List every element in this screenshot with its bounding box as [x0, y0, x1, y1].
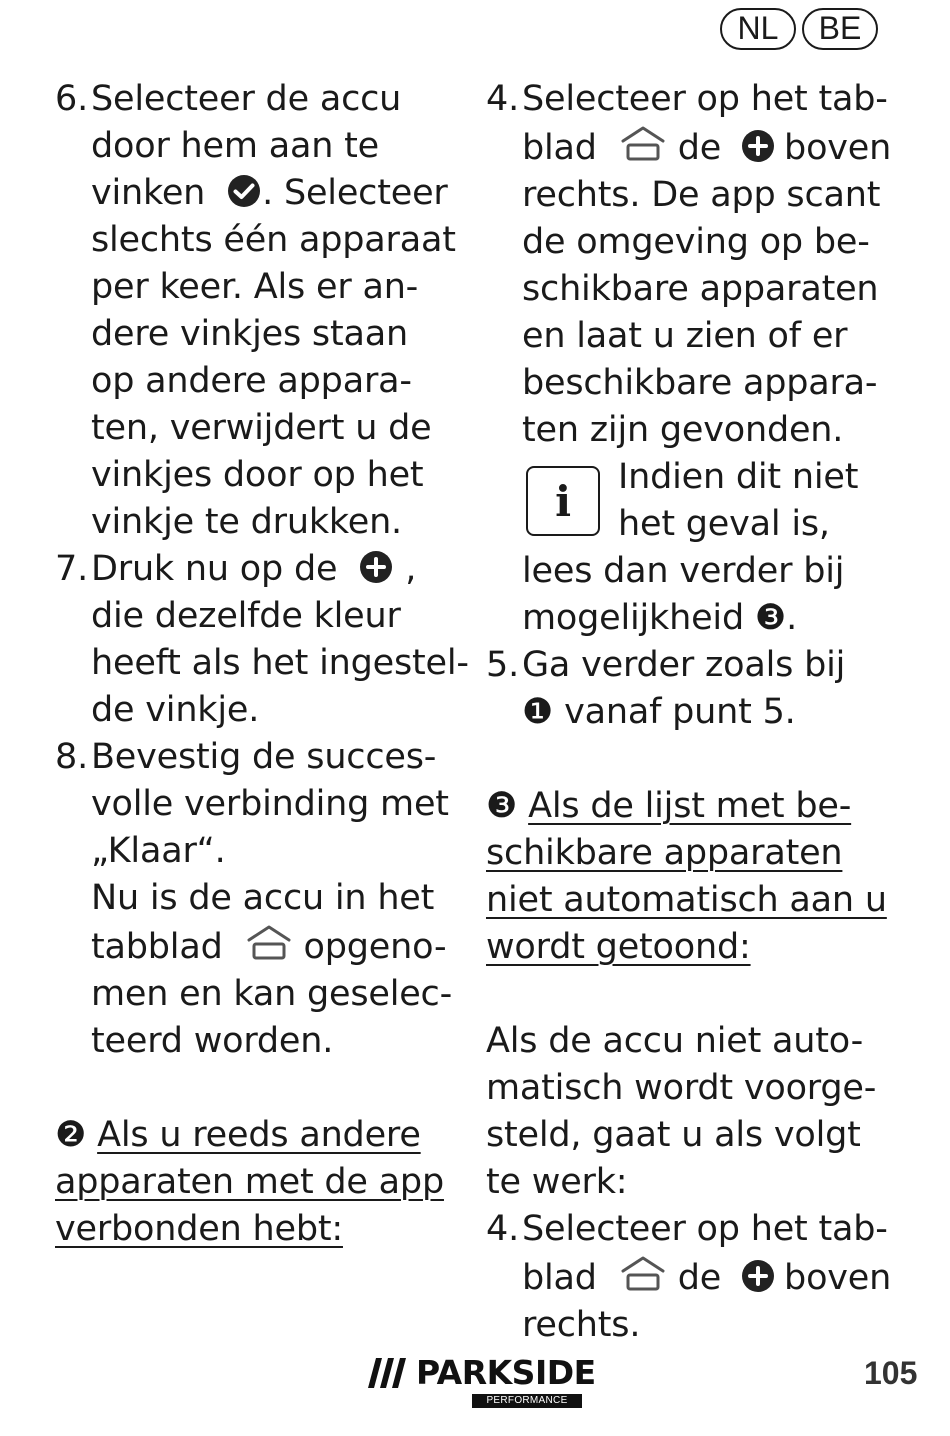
- step-6: 6. Selecteer de accu door hem aan te vinken . Selecteer slechts één apparaat per keer. Als er an- dere vinkjes staan op andere appara- ten, verwijdert u de vinkjes door op het vinkje te drukken.: [55, 79, 456, 542]
- lang-badge-be: BE: [802, 8, 878, 50]
- plus-circle-icon: [358, 550, 394, 584]
- plus-circle-icon: [740, 129, 776, 163]
- step-4b: 4. Selecteer op het tab- blad de boven rechts.: [486, 1209, 892, 1345]
- marker-3-ref: ❸: [754, 598, 787, 638]
- lang-badge-nl: NL: [720, 8, 796, 50]
- page-number: 105: [864, 1355, 918, 1391]
- brand-wordmark: PARKSIDE: [416, 1353, 596, 1392]
- home-tab-icon: [244, 922, 294, 962]
- brand-subline: PERFORMANCE: [472, 1394, 582, 1408]
- step-5: 5. Ga verder zoals bij ❶ vanaf punt 5.: [486, 645, 846, 732]
- left-column: [55, 76, 469, 1253]
- step-8: 8. Bevestig de succes- volle verbinding met „Klaar“. Nu is de accu in het tabblad opgeno- men en kan geselec- teerd worden.: [55, 737, 453, 1061]
- section-3-heading: ❸ Als de lijst met be- schikbare apparaten niet automatisch aan u wordt getoond:: [486, 786, 887, 967]
- step-7: 7. Druk nu op de , die dezelfde kleur heeft als het ingestel- de vinkje.: [55, 549, 469, 730]
- right-column: [486, 76, 896, 1349]
- info-icon: i: [526, 466, 600, 536]
- info-note: i Indien dit niet het geval is, lees dan verder bij mogelijkheid ❸.: [522, 457, 859, 638]
- marker-2: ❷: [55, 1115, 87, 1155]
- section-2-heading: ❷ Als u reeds andere apparaten met de app verbonden hebt:: [55, 1115, 444, 1249]
- plus-circle-icon: [740, 1259, 776, 1293]
- section-3-paragraph: Als de accu niet auto- matisch wordt voorge- steld, gaat u als volgt te werk:: [486, 1021, 877, 1202]
- marker-1-ref: ❶: [522, 692, 554, 732]
- logo-slashes-icon: [368, 1358, 412, 1388]
- check-circle-icon: [226, 174, 262, 208]
- parkside-logo: [368, 1353, 596, 1410]
- home-tab-icon: [618, 1253, 668, 1293]
- home-tab-icon: [618, 123, 668, 163]
- step-4: 4. Selecteer op het tab- blad de boven rechts. De app scant de omgeving op be- schikbare apparaten en laat u zien of er beschikbare appara- ten zijn gevonden.: [486, 79, 892, 450]
- marker-3: ❸: [486, 786, 518, 826]
